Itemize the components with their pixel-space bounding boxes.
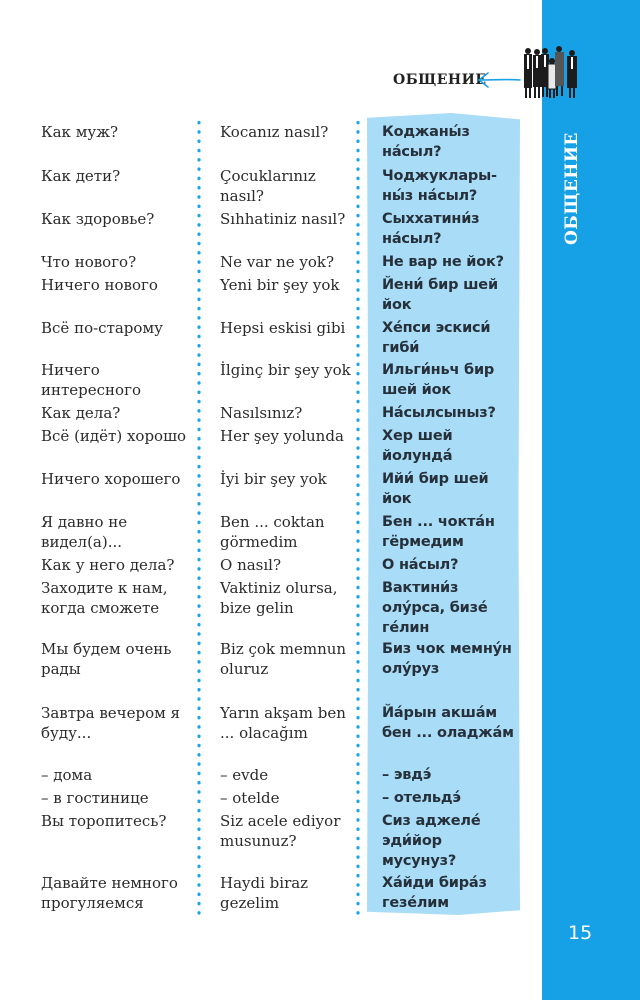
turkish-phrase: Yarın akşam ben ... olacağım bbox=[220, 704, 346, 742]
chapter-side-tab bbox=[542, 0, 640, 1000]
transliteration: Ильги́ньч бир шей йок bbox=[382, 362, 495, 398]
russian-phrase: Вы торопитесь? bbox=[41, 812, 167, 830]
turkish-phrase: Nasılsınız? bbox=[220, 404, 303, 422]
russian-phrase: Ничего нового bbox=[41, 276, 158, 294]
turkish-phrase: Kocanız nasıl? bbox=[220, 123, 329, 141]
russian-phrase: Как здоровье? bbox=[41, 210, 155, 228]
russian-phrase: – дома bbox=[41, 766, 93, 784]
russian-phrase: Как у него дела? bbox=[41, 556, 175, 574]
turkish-phrase: Vaktiniz olursa, bize gelin bbox=[220, 579, 338, 617]
turkish-phrase: Yeni bir şey yok bbox=[220, 276, 340, 294]
russian-phrase: Мы будем очень рады bbox=[41, 640, 172, 678]
turkish-phrase: Biz çok memnun oluruz bbox=[220, 640, 347, 678]
turkish-phrase: – otelde bbox=[220, 789, 280, 807]
russian-phrase: Давайте немного прогуляемся bbox=[41, 874, 178, 912]
russian-phrase: – в гостинице bbox=[41, 789, 149, 807]
transliteration: Сыххатини́з на́сыл? bbox=[382, 211, 480, 247]
turkish-phrase: Hepsi eskisi gibi bbox=[220, 319, 346, 337]
column-divider-dotted bbox=[197, 118, 201, 918]
russian-phrase: Как дети? bbox=[41, 167, 121, 185]
transliteration: Хе́пси эскиси́ гиби́ bbox=[382, 320, 491, 356]
turkish-phrase: O nasıl? bbox=[220, 556, 282, 574]
transliteration: Ха́йди бира́з гезе́лим bbox=[382, 875, 487, 911]
russian-phrase: Ничего хорошего bbox=[41, 470, 181, 488]
russian-phrase: Как муж? bbox=[41, 123, 119, 141]
russian-phrase: Всё по-старому bbox=[41, 319, 163, 337]
transliteration: Коджаны́з на́сыл? bbox=[382, 124, 470, 160]
turkish-phrase: İyi bir şey yok bbox=[220, 470, 327, 488]
transliteration: О на́сыл? bbox=[382, 557, 459, 573]
russian-phrase: Что нового? bbox=[41, 253, 137, 271]
transliteration: – отельдэ́ bbox=[382, 790, 461, 806]
transliteration: Биз чок мемну́н олу́руз bbox=[382, 641, 512, 677]
transliteration: Чоджуклары-ны́з на́сыл? bbox=[382, 168, 497, 204]
transliteration: Не вар не йок? bbox=[382, 254, 504, 270]
transliteration: Ийи́ бир шей йок bbox=[382, 471, 489, 507]
transliteration: Бен ... чокта́н гёрмедим bbox=[382, 514, 495, 550]
turkish-phrase: Siz acele ediyor musunuz? bbox=[220, 812, 341, 850]
transliteration: На́сылсыныз? bbox=[382, 405, 496, 421]
transliteration: Йа́рын акша́м бен ... оладжа́м bbox=[382, 705, 514, 741]
russian-phrase: Завтра вечером я буду... bbox=[41, 704, 180, 742]
russian-phrase: Как дела? bbox=[41, 404, 121, 422]
column-divider-dotted bbox=[356, 118, 360, 918]
russian-phrase: Всё (идёт) хорошо bbox=[41, 427, 187, 445]
arrow-left-icon bbox=[476, 70, 522, 90]
russian-phrase: Заходите к нам, когда сможете bbox=[41, 579, 168, 617]
page-number: 15 bbox=[568, 922, 593, 944]
section-title: ОБЩЕНИЕ bbox=[393, 72, 487, 88]
turkish-phrase: – evde bbox=[220, 766, 269, 784]
turkish-phrase: Ne var ne yok? bbox=[220, 253, 335, 271]
russian-phrase: Ничего интересного bbox=[41, 361, 141, 399]
chapter-side-title: ОБЩЕНИЕ bbox=[562, 132, 582, 245]
turkish-phrase: İlginç bir şey yok bbox=[220, 361, 351, 379]
transliteration: Вактини́з олу́рса, бизе́ ге́лин bbox=[382, 580, 488, 636]
transliteration: – эвдэ́ bbox=[382, 767, 432, 783]
transliteration: Йени́ бир шей йок bbox=[382, 277, 498, 313]
transliteration: Хер шей йолунда́ bbox=[382, 428, 453, 464]
turkish-phrase: Çocuklarınız nasıl? bbox=[220, 167, 316, 205]
russian-phrase: Я давно не видел(а)... bbox=[41, 513, 128, 551]
turkish-phrase: Haydi biraz gezelim bbox=[220, 874, 309, 912]
people-group-icon bbox=[522, 45, 584, 101]
turkish-phrase: Her şey yolunda bbox=[220, 427, 344, 445]
turkish-phrase: Ben ... coktan görmedim bbox=[220, 513, 325, 551]
turkish-phrase: Sıhhatiniz nasıl? bbox=[220, 210, 346, 228]
transliteration: Сиз аджеле́ эди́йор мусунуз? bbox=[382, 813, 481, 869]
